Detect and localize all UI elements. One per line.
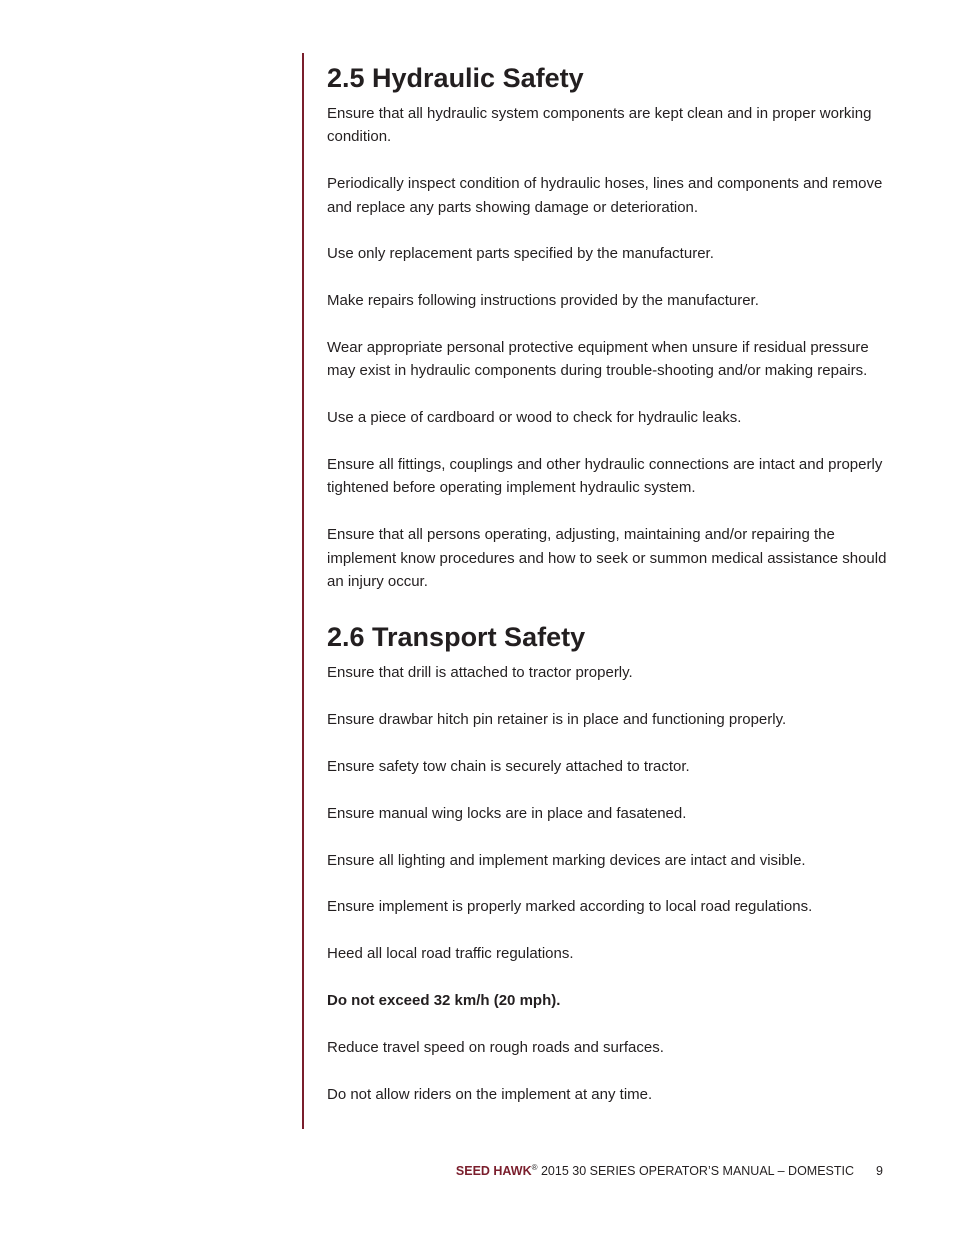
page-footer [456,1162,883,1180]
page-content [327,60,887,1129]
paragraph: Wear appropriate personal protective equipment when unsure if residual pressure may exist in hydraulic components during trouble-shooting and/or making repairs. [327,339,869,380]
paragraph: Use only replacement parts specified by the manufacturer. [327,245,714,263]
paragraph: Ensure drawbar hitch pin retainer is in place and functioning properly. [327,711,787,729]
section-heading-hydraulic-safety: 2.5 Hydraulic Safety [327,63,584,93]
paragraph: Ensure all fittings, couplings and other hydraulic connections are intact and properly tightened before operating implement hydraulic system. [327,456,883,497]
footer-brand: SEED HAWK [455,1164,532,1178]
paragraph: Ensure that all persons operating, adjusting, maintaining and/or repairing the implement know procedures and how to seek or summon medical assistance should an injury occur. [327,526,887,591]
page-number: 9 [876,1164,883,1178]
paragraph: Heed all local road traffic regulations. [327,945,574,963]
paragraph: Ensure manual wing locks are in place and fasatened. [327,804,687,822]
paragraph: Reduce travel speed on rough roads and surfaces. [327,1038,664,1056]
paragraph: Ensure safety tow chain is securely attached to tractor. [327,758,690,776]
paragraph: Do not allow riders on the implement at any time. [327,1085,653,1103]
section-heading-transport-safety: 2.6 Transport Safety [327,622,586,653]
paragraph: Ensure that drill is attached to tractor properly. [327,664,633,682]
paragraph: Periodically inspect condition of hydraulic hoses, lines and components and remove and replace any parts showing damage or deterioration. [327,175,883,216]
speed-limit-warning: Do not exceed 32 km/h (20 mph). [327,992,561,1009]
footer-manual-title: 2015 30 SERIES OPERATOR’S MANUAL – DOMESTIC [537,1164,855,1178]
margin-rule [302,53,304,1129]
paragraph: Ensure that all hydraulic system components are kept clean and in proper working condition. [327,105,872,146]
paragraph: Ensure all lighting and implement marking devices are intact and visible. [327,851,806,869]
paragraph: Ensure implement is properly marked according to local road regulations. [327,898,813,916]
registered-mark: ® [531,1162,538,1172]
paragraph: Make repairs following instructions provided by the manufacturer. [327,292,759,310]
paragraph: Use a piece of cardboard or wood to check for hydraulic leaks. [327,409,742,427]
